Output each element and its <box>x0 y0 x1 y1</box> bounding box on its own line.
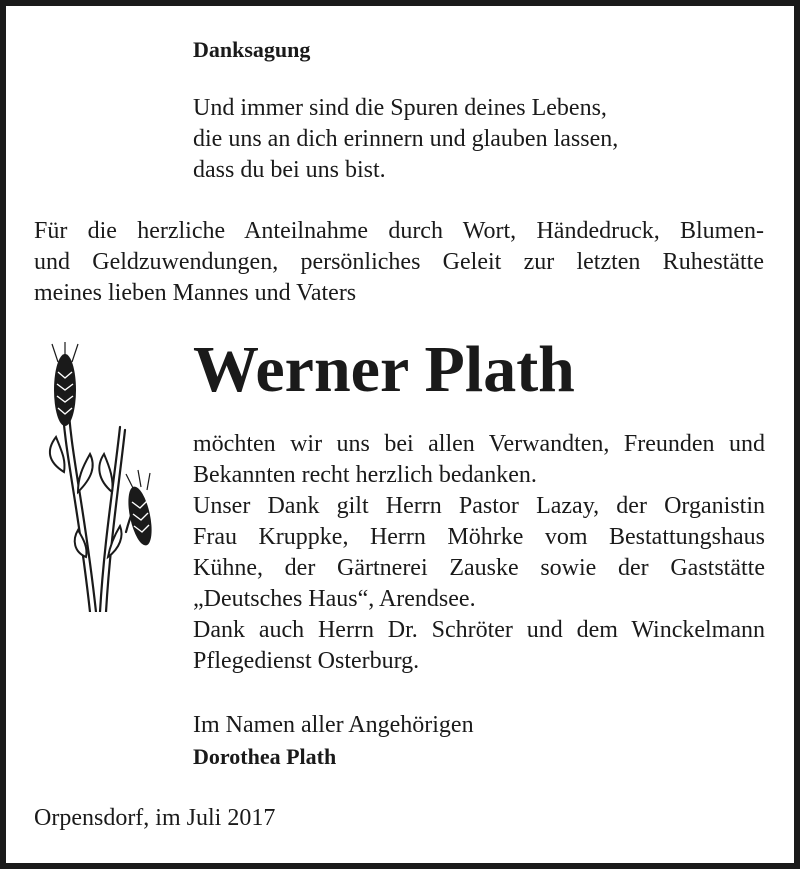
intro-paragraph <box>34 216 764 309</box>
thanks-line: Unser Dank gilt Herrn Pastor Lazay, der Organistin <box>193 493 765 519</box>
poem-line: dass du bei uns bist. <box>193 157 386 183</box>
thanks-line: Kühne, der Gärtnerei Zauske sowie der Gaststätte <box>193 555 765 581</box>
wheat-icon <box>34 342 164 612</box>
thanks-line: Bekannten recht herzlich bedanken. <box>193 462 537 488</box>
signer-name: Dorothea Plath <box>193 744 337 769</box>
thanks-line: „Deutsches Haus“, Arendsee. <box>193 586 476 612</box>
poem-line: die uns an dich erinnern und glauben lassen, <box>193 126 619 152</box>
deceased-name: Werner Plath <box>193 333 575 406</box>
place-date: Orpensdorf, im Juli 2017 <box>34 805 276 831</box>
poem-line: Und immer sind die Spuren deines Lebens, <box>193 95 607 121</box>
intro-line: und Geldzuwendungen, persönliches Geleit zur letzten Ruhestätte <box>34 249 764 275</box>
intro-line: Für die herzliche Anteilnahme durch Wort, Händedruck, Blumen- <box>34 218 764 244</box>
thanks-paragraph <box>193 429 765 677</box>
intro-line: meines lieben Mannes und Vaters <box>34 280 357 306</box>
thanks-line: Frau Kruppke, Herrn Möhrke vom Bestattungshaus <box>193 524 765 550</box>
thanks-line: Pflegedienst Osterburg. <box>193 648 420 674</box>
notice-heading: Danksagung <box>193 37 311 62</box>
behalf-line: Im Namen aller Angehörigen <box>193 712 474 738</box>
poem <box>193 93 618 186</box>
thanks-line: Dank auch Herrn Dr. Schröter und dem Winckelmann <box>193 617 765 643</box>
thanks-line: möchten wir uns bei allen Verwandten, Freunden und <box>193 431 765 457</box>
